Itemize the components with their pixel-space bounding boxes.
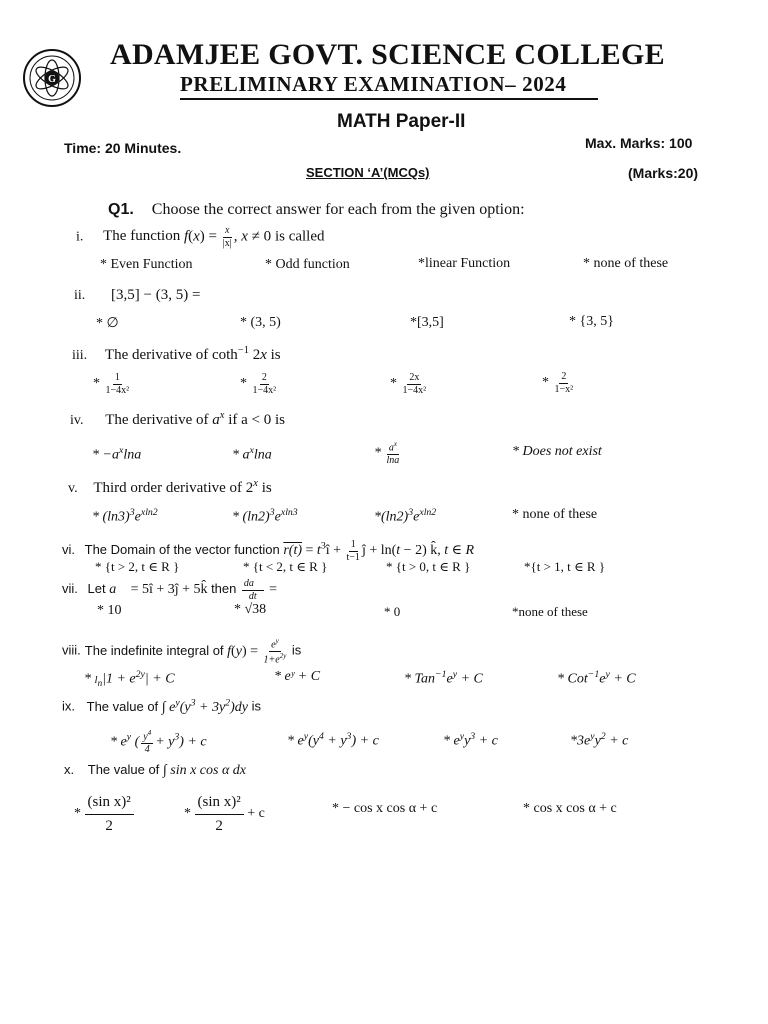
- question-text: Third order derivative of: [93, 480, 246, 496]
- question-text-end: is: [288, 642, 302, 658]
- question-number: viii.: [62, 642, 81, 658]
- question-row: i. The function f(x) = $\frac{x}{|x|}$ , x ≠ 0 is called: [76, 225, 325, 249]
- question-number: ix.: [62, 698, 75, 714]
- time-allowed: Time: 20 Minutes.: [64, 140, 182, 156]
- option[interactable]: * $\frac{\text{(sin x)²}}{2}$: [74, 791, 134, 837]
- option[interactable]: * none of these: [512, 507, 598, 522]
- question-text: Let: [87, 581, 110, 597]
- option[interactable]: * {3, 5}: [569, 314, 614, 329]
- question-row: [72, 345, 281, 364]
- question-row: [68, 478, 272, 497]
- question-row: [64, 762, 246, 779]
- section-marks: (Marks:20): [628, 165, 699, 181]
- question-number: iii.: [72, 348, 88, 363]
- question-number: vii.: [62, 581, 78, 597]
- question-number: i.: [76, 229, 84, 245]
- option[interactable]: * − cos x cos α + c: [332, 801, 438, 816]
- option[interactable]: * {t > 2, t ∈ R }: [95, 559, 180, 574]
- question-text: The derivative of: [104, 347, 212, 363]
- question-number: v.: [68, 481, 78, 496]
- question-row: [70, 410, 285, 429]
- question-math: $r(t) = t^3î$ + $\frac{1}{t-1}$ ĵ + ln(t − 2) k̂, t ∈ R: [283, 539, 475, 563]
- question-math: ∫ sin x cos α dx: [162, 763, 247, 778]
- exam-title-underline: [180, 98, 598, 100]
- question-number: iv.: [70, 413, 84, 428]
- option[interactable]: * eʸ + C: [274, 669, 321, 684]
- question-number: vi.: [62, 542, 75, 558]
- option[interactable]: * $\frac{2}{\text{1−x²}}$: [542, 371, 574, 395]
- option[interactable]: *{t > 1, t ∈ R }: [524, 559, 606, 574]
- option[interactable]: * Odd function: [265, 257, 350, 272]
- option[interactable]: * $(\ln 3)^3e^{xln2}$: [92, 507, 158, 525]
- q1-label: Q1.: [108, 201, 134, 218]
- paper-title: MATH Paper-II: [337, 111, 466, 132]
- question-text: The function: [103, 228, 184, 245]
- question-text: The value of: [86, 698, 162, 714]
- option[interactable]: * cos x cos α + c: [523, 801, 617, 816]
- question-math: f: [183, 228, 189, 245]
- question-number: ii.: [74, 288, 86, 303]
- option[interactable]: * $\frac{a^x}{\ln a}$: [374, 440, 400, 466]
- option[interactable]: * none of these: [583, 256, 669, 271]
- option[interactable]: * Does not exist: [512, 444, 602, 459]
- q1-instruction: Choose the correct answer for each from the given option:: [151, 201, 525, 218]
- college-seal-icon: [22, 48, 82, 108]
- college-name: ADAMJEE GOVT. SCIENCE COLLEGE: [110, 38, 665, 71]
- option[interactable]: * ∅: [96, 316, 119, 331]
- question-text-end: if a < 0 is: [224, 412, 285, 428]
- question-text-end: is called: [271, 228, 325, 245]
- option[interactable]: * $Cot^{-1}e^y + C$: [557, 669, 636, 687]
- question-text-end: is: [247, 698, 261, 714]
- q1-heading: [108, 201, 525, 219]
- question-text: [3,5] − (3, 5) =: [111, 287, 201, 303]
- question-math: $a^x$: [212, 410, 225, 428]
- exam-title: PRELIMINARY EXAMINATION– 2024: [180, 72, 567, 96]
- option[interactable]: * 0: [384, 604, 401, 619]
- option[interactable]: * $-a^x\ln a$: [92, 445, 142, 463]
- option[interactable]: * $\frac{1}{\text{1−4x²}}$: [93, 372, 130, 396]
- option[interactable]: *[3,5]: [410, 315, 444, 330]
- option[interactable]: * $\frac{2x}{\text{1−4x²}}$: [390, 372, 427, 396]
- question-text: The indefinite integral of: [84, 642, 228, 658]
- option[interactable]: * Even Function: [100, 257, 193, 272]
- svg-text:G: G: [48, 74, 56, 85]
- question-text: The value of: [87, 762, 163, 777]
- option[interactable]: $*(\ln 2)^3e^{xln2}$: [374, 507, 437, 525]
- max-marks: Max. Marks: 100: [585, 135, 693, 151]
- option[interactable]: * $Tan^{-1}e^y + C$: [404, 669, 483, 687]
- option[interactable]: * {t < 2, t ∈ R }: [243, 559, 328, 574]
- option[interactable]: * $e^yy^3 + c$: [443, 731, 498, 749]
- question-text-end: is: [257, 480, 272, 496]
- question-math: 2$^x$: [245, 478, 258, 496]
- option[interactable]: * $\frac{2}{\text{1−4x²}}$: [240, 372, 277, 396]
- option[interactable]: * {t > 0, t ∈ R }: [386, 559, 471, 574]
- option[interactable]: * $l_n|1 + e^{2y}| + C$: [84, 669, 175, 688]
- question-math: coth$^{-1}$ 2x: [211, 345, 267, 363]
- option[interactable]: * $\frac{\text{(sin x)²}}{2}$ + c: [184, 791, 265, 837]
- option[interactable]: * $(\ln 2)^3e^{xln3}$: [232, 507, 298, 525]
- option[interactable]: *none of these: [512, 604, 588, 619]
- option[interactable]: * √38: [234, 602, 267, 617]
- question-text: The derivative of: [105, 412, 213, 428]
- question-math: f(y) = $\frac{e^y}{1+e^{2y}}$: [227, 637, 287, 666]
- option[interactable]: $*3e^yy^2 + c$: [570, 731, 629, 749]
- question-row: [62, 637, 301, 666]
- option[interactable]: * $a^x\ln a$: [232, 445, 272, 463]
- option[interactable]: *linear Function: [418, 256, 511, 271]
- question-row: [62, 578, 277, 602]
- question-math: ∫ $e^y(y^3 + 3y^2)dy$: [161, 697, 248, 715]
- question-text-end: is: [266, 347, 281, 363]
- option[interactable]: * 10: [97, 603, 122, 618]
- question-number: x.: [64, 762, 75, 777]
- question-row: [62, 697, 261, 716]
- question-math: a⃗ = 5î + 3ĵ + 5k̂ then $\frac{da⃗}{dt}$ =: [109, 578, 278, 602]
- question-row: [74, 287, 200, 304]
- option[interactable]: * $e^y$ ( $\frac{y^4}{4}$ + $y^3) + c$: [110, 729, 207, 755]
- option[interactable]: * $e^y(y^4 + y^3) + c$: [287, 731, 379, 749]
- section-title: SECTION ‘A’(MCQs): [306, 165, 430, 180]
- question-text: The Domain of the vector function: [84, 542, 284, 558]
- option[interactable]: * (3, 5): [240, 315, 281, 330]
